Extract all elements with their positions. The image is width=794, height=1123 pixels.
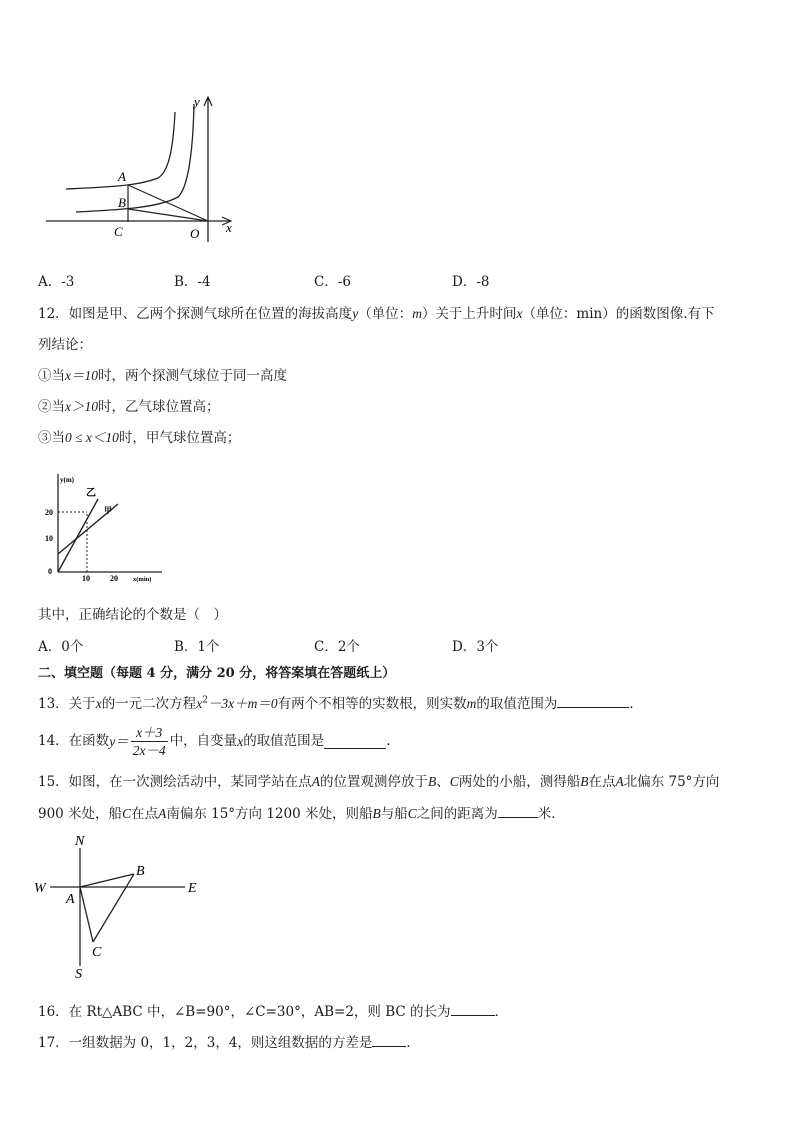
q13-answer-blank[interactable] <box>557 693 629 708</box>
q12-conclusion-2 <box>38 395 220 415</box>
q12-question: 其中，正确结论的个数是（ ） <box>38 607 227 623</box>
q11-option-a: A．-3 <box>38 274 75 290</box>
q15-l1-d: 两处的小船，测得船 <box>458 774 581 790</box>
q11-label-C: C <box>114 224 123 239</box>
q13-text-a: 13．关于 <box>38 696 96 712</box>
q11-label-B: B <box>118 195 126 210</box>
q14-y-eq: y＝ <box>109 734 129 749</box>
q15-label-A: A <box>66 892 75 907</box>
q12-var-x: x <box>516 306 523 321</box>
q13-var-x: x <box>95 696 102 711</box>
q15-l2-d: 与船 <box>380 806 408 822</box>
q15-l2-C: C <box>122 806 132 821</box>
q12-option-c: C．2个 <box>314 639 360 655</box>
q11-label-A: A <box>118 169 126 184</box>
q12-c3-prefix: ③当 <box>38 430 65 446</box>
q12-c3-math: 0 ≤ x＜10 <box>65 430 119 445</box>
q14-numerator: x＋3 <box>131 724 168 742</box>
q12-option-a: A．0个 <box>38 639 84 655</box>
q15-segment-AB <box>80 874 134 887</box>
q14-text-a: 14．在函数 <box>38 733 110 749</box>
section-title: 二、填空题（每题 4 分，满分 20 分，将答案填在答题纸上） <box>38 666 396 681</box>
q12-text-a: 12．如图是甲、乙两个探测气球所在位置的海拔高度 <box>38 306 353 322</box>
q12-label-jia: 甲 <box>104 506 112 515</box>
q14-text-b: 中，自变量 <box>169 733 238 749</box>
q12-c2-text: 时，乙气球位置高； <box>98 399 220 415</box>
q13-var-m: m <box>466 696 477 711</box>
q14-text-c: 的取值范围是 <box>243 733 325 749</box>
q11-option-c: C．-6 <box>314 274 351 290</box>
q15-answer-blank[interactable] <box>498 803 538 818</box>
q12-tick-10: 10 <box>45 534 53 543</box>
q15-l1-c: 、 <box>436 774 450 790</box>
q12-line-yi <box>58 499 98 572</box>
q15-l2-c: 南偏东 15°方向 1200 米处，则船 <box>166 806 373 822</box>
q12-label-yi: 乙 <box>86 488 96 499</box>
q15-label-N: N <box>75 834 85 849</box>
q15-l1-f: 北偏东 75°方向 <box>623 774 720 790</box>
q12-xtick-20: 20 <box>110 574 118 583</box>
q15-l1-B2: B <box>580 774 589 789</box>
q15-l2-e: 之间的距离为 <box>416 806 498 822</box>
q15-line1 <box>38 770 719 790</box>
q12-text-d: （单位：min）的函数图像.有下 <box>522 306 715 322</box>
q11-graph <box>38 92 248 252</box>
q14-answer-blank[interactable] <box>324 734 386 749</box>
q14-fraction <box>131 724 168 759</box>
q13-eq-sup: 2 <box>202 695 208 706</box>
q15-l1-a: 15．如图，在一次测绘活动中，某同学站在点 <box>38 774 312 790</box>
q12-text-c: ）关于上升时间 <box>421 306 517 322</box>
q12-graph <box>40 468 170 586</box>
q15-graph <box>30 830 210 982</box>
q15-label-W: W <box>34 881 46 896</box>
q11-curve-lower <box>76 104 194 212</box>
q11-label-O: O <box>190 226 200 241</box>
q15-label-B: B <box>136 864 145 879</box>
q17-text: 17．一组数据为 0，1，2，3，4，则这组数据的方差是 <box>38 1035 373 1051</box>
q15-l1-A2: A <box>615 774 624 789</box>
q13-text-c: 有两个不相等的实数根，则实数 <box>277 696 467 712</box>
q11-option-b: B．-4 <box>174 274 211 290</box>
q16-answer-blank[interactable] <box>451 1001 495 1016</box>
q13-end: ． <box>629 696 643 712</box>
q15-line2 <box>38 802 565 822</box>
q12-c1-math: x＝10 <box>65 368 98 383</box>
q16 <box>38 1000 508 1020</box>
q14-var-x: x <box>237 734 244 749</box>
q13-eq-rest: －3x＋m＝0 <box>207 696 278 711</box>
q15-l1-e: 在点 <box>588 774 616 790</box>
q12-c2-prefix: ②当 <box>38 399 65 415</box>
q13-eq-x: x <box>196 696 203 711</box>
q15-l1-b: 的位置观测停放于 <box>319 774 428 790</box>
q12-option-b: B．1个 <box>174 639 220 655</box>
q15-l2-B: B <box>372 806 381 821</box>
q15-l2-C2: C <box>407 806 417 821</box>
q15-segment-BC <box>93 874 134 942</box>
q17 <box>38 1031 420 1051</box>
q14-denominator: 2x－4 <box>132 743 166 758</box>
q11-option-d: D．-8 <box>452 274 490 290</box>
q15-l2-end: 米． <box>537 806 565 822</box>
q12-c1-text: 时，两个探测气球位于同一高度 <box>98 368 287 384</box>
q16-text: 16．在 Rt△ABC 中，∠B=90°，∠C=30°，AB=2，则 BC 的长为 <box>38 1004 451 1020</box>
q15-label-C: C <box>92 945 102 960</box>
q12-c3-text: 时，甲气球位置高； <box>118 430 241 446</box>
q12-xlabel: x(min) <box>133 576 152 583</box>
q17-end: ． <box>406 1035 420 1051</box>
q11-label-y: y <box>194 94 200 109</box>
q13-text-b: 的一元二次方程 <box>101 696 197 712</box>
q12-ylabel: y(m) <box>60 476 74 484</box>
q12-var-m: m <box>412 306 422 321</box>
q12-line2: 列结论： <box>38 337 92 353</box>
q12-tick-0: 0 <box>48 567 52 576</box>
q13-text-d: 的取值范围为 <box>476 696 558 712</box>
q12-conclusion-3 <box>38 426 240 446</box>
q12-tick-20: 20 <box>45 508 53 517</box>
q14-end: . <box>386 733 391 749</box>
q15-label-S: S <box>75 967 82 982</box>
q15-segment-AC <box>80 887 93 942</box>
q12-xtick-10: 10 <box>82 574 90 583</box>
q14 <box>38 724 390 759</box>
q11-label-x: x <box>226 220 232 235</box>
q12-option-d: D．3个 <box>452 639 499 655</box>
q12-c2-math: x＞10 <box>65 399 98 414</box>
q17-answer-blank[interactable] <box>372 1032 406 1047</box>
q12-conclusion-1 <box>38 364 287 384</box>
q15-l2-b: 在点 <box>131 806 159 822</box>
q12-line1 <box>38 302 715 322</box>
q15-l2-a: 900 米处，船 <box>38 806 123 822</box>
q15-l1-B: B <box>427 774 437 789</box>
q12-text-b: （单位： <box>358 306 413 322</box>
q15-label-E: E <box>188 881 197 896</box>
q13 <box>38 692 643 712</box>
q12-var-y: y <box>352 306 359 321</box>
q15-l1-A: A <box>311 774 320 789</box>
q16-end: ． <box>494 1004 508 1020</box>
q15-l2-A: A <box>158 806 167 821</box>
q12-c1-prefix: ①当 <box>38 368 65 384</box>
q15-l1-C: C <box>449 774 459 789</box>
